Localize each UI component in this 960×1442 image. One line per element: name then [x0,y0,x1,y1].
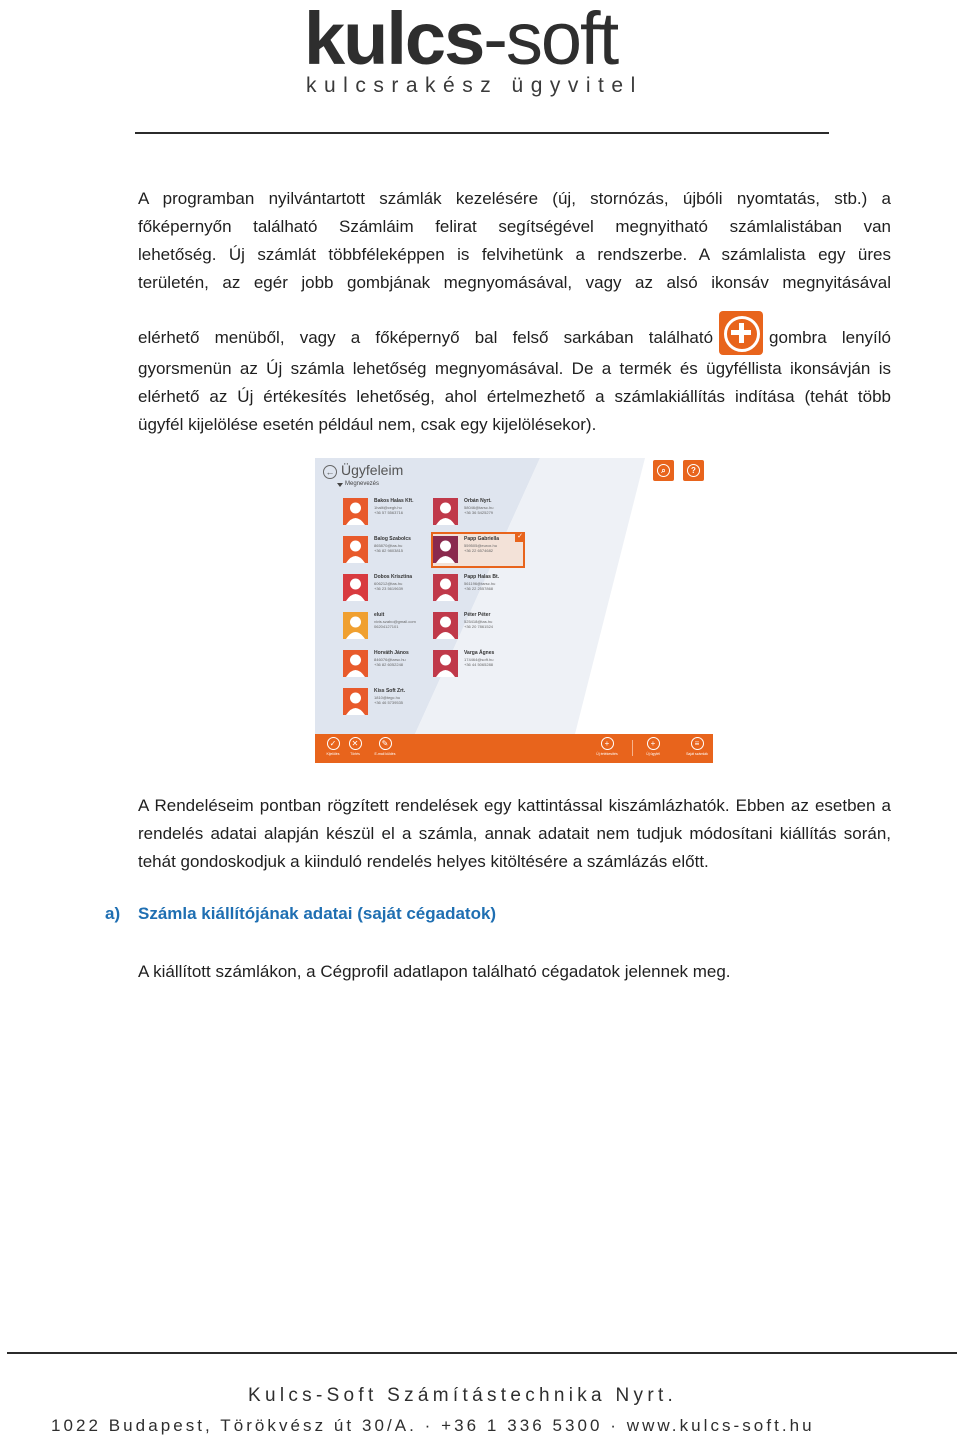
contact-tile[interactable] [343,534,433,566]
contact-info: 559505@eurox.hu +36 22 6574682 [464,543,497,553]
clients-screenshot [315,458,713,763]
person-icon [343,536,368,563]
person-icon [343,612,368,639]
person-icon [433,574,458,601]
contact-tile[interactable] [433,648,523,680]
orders-paragraph: A Rendeléseim pontban rögzített rendelések egy kattintással kiszámlázhatók. Ebben az esetben a rendelés adatai alapján készül el a számla, annak adatait nem tudjuk módosítani kiállítás során, tehát gondoskodjuk a kiinduló rendelés helyes kitöltésére a számlázás előtt. [138,796,891,871]
contact-tile[interactable] [343,686,433,718]
toolbar-label: Új értékesítés [596,752,618,756]
search-button[interactable] [653,460,674,481]
intro-line: főképernyőn található Számláim felirat segítségével megnyitható számlalistában van [138,217,891,236]
contact-info: 58046@tarsc.hu +36 36 5425279 [464,505,494,515]
contact-info: 606212@tas.hu +36 23 5619639 [374,581,404,591]
contact-tile[interactable] [433,534,523,566]
person-icon [433,536,458,563]
section-heading [105,904,496,924]
header-divider [135,132,829,134]
contact-name: Papp Gabriella [464,536,500,542]
contact-name: Dobos Krisztina [374,574,413,580]
contact-name: Balog Szabolcs [374,536,411,542]
intro-paragraph [138,185,891,439]
plus-icon: + [647,737,660,750]
help-button[interactable] [683,460,704,481]
plus-icon: + [601,737,614,750]
contact-info: 1halit@cegh.hu +36 57 5563716 [374,505,404,515]
contact-info: 1810@tegc.hu +36 46 5739535 [374,695,404,705]
contact-info: 174464@soft.hu +36 44 5065288 [464,657,494,667]
help-icon: ? [687,464,700,477]
person-icon [343,498,368,525]
toolbar-button[interactable] [679,737,713,756]
toolbar-button[interactable] [635,737,671,756]
footer-divider [7,1352,957,1354]
intro-line-part: gombra lenyíló [769,328,891,347]
contact-info: 846076@tarsc.hu +36 82 6052248 [374,657,406,667]
intro-line: gyorsmenün az Új számla lehetőség megnyomásával. De a termék és ügyféllista ikonsávján is [138,359,891,378]
person-icon [433,650,458,677]
contact-info: 865870@tas.hu +36 82 9803815 [374,543,404,553]
intro-line-part: elérhető menüből, vagy a főképernyő bal felső sarkában található [138,328,714,347]
list-icon: ≡ [691,737,704,750]
intro-line: A programban nyilvántartott számlák kezelésére (új, stornózás, újbóli nyomtatás, stb.) a [138,189,891,208]
bottom-toolbar [315,734,713,763]
contact-name: Horváth János [374,650,409,656]
contact-name: Orbán Nyrt. [464,498,492,504]
contact-tile[interactable] [343,496,433,528]
plus-circle-icon [719,311,763,355]
contact-name: Bakos Halas Kft. [374,498,414,504]
check-icon: ✓ [515,532,525,542]
person-icon [343,574,368,601]
contact-name: Péter Péter [464,612,491,618]
edit-icon: ✎ [379,737,392,750]
sort-chevron-icon[interactable] [337,483,343,487]
contact-info: vivis.szabo@gmail.com 06204127101 [374,619,416,629]
sort-label[interactable]: Megnevezés [345,481,380,487]
logo-kulcs: kulcs [304,0,484,80]
contact-tile[interactable] [343,572,433,604]
intro-line: lehetőség. Új számlát többféleképpen is felvihetünk a rendszerbe. A számlalista egy üres [138,245,891,264]
cancel-icon: ✕ [349,737,362,750]
contact-name: Papp Halas Bt. [464,574,500,580]
toolbar-button[interactable] [367,737,403,756]
back-arrow-icon[interactable]: ← [323,465,337,479]
intro-line: elérhető az Új értékesítés lehetőség, ahol értelmezhető a számlakiállítás indítása (tehát több [138,387,891,406]
logo-wordmark [304,0,617,84]
toolbar-label: Saját számlák [686,752,708,756]
contact-info: 525418@tas.hu +36 20 7861524 [464,619,494,629]
person-icon [433,498,458,525]
contact-tile[interactable] [343,648,433,680]
intro-line-with-icon [138,311,891,355]
check-icon: ✓ [327,737,340,750]
contact-name: Kiss Soft Zrt. [374,688,406,694]
contact-tile[interactable] [433,572,523,604]
toolbar-label: Kijelölés [326,752,340,756]
toolbar-label: Törlés [350,752,360,756]
toolbar-label: Új ügyfél [646,752,660,756]
logo-tagline: kulcsrakész ügyvitel [306,74,643,97]
toolbar-label: E-mail küldés [374,752,396,756]
person-icon [343,688,368,715]
heading-text: Számla kiállítójának adatai (saját cégadatok) [138,904,497,923]
contact-tile[interactable] [343,610,433,642]
toolbar-separator [632,740,633,756]
contact-tile[interactable] [433,610,523,642]
company-data-paragraph: A kiállított számlákon, a Cégprofil adatlapon található cégadatok jelennek meg. [138,962,731,981]
person-icon [343,650,368,677]
search-icon: ⌕ [657,464,670,477]
logo-soft: -soft [483,0,618,80]
screen-title: Ügyfeleim [341,462,404,478]
toolbar-button[interactable] [589,737,625,756]
person-icon [433,612,458,639]
footer-address: 1022 Budapest, Törökvész út 30/A. · +36 1 336 5300 · www.kulcs-soft.hu [51,1416,815,1435]
heading-label: a) [105,904,121,923]
intro-line: ügyfél kijelölése esetén például nem, csak egy kijelölésekor). [138,415,597,434]
contact-name: Varga Ágnes [464,650,495,656]
footer-company: Kulcs-Soft Számítástechnika Nyrt. [248,1385,678,1406]
contact-info: 561196@tarsc.hu +36 22 2557868 [464,581,496,591]
contact-name: eluit [374,612,385,618]
kulcs-soft-logo [300,0,660,110]
contact-tile[interactable] [433,496,523,528]
intro-line: területén, az egér jobb gombjának megnyomásával, vagy az alsó ikonsáv megnyitásával [138,273,891,292]
